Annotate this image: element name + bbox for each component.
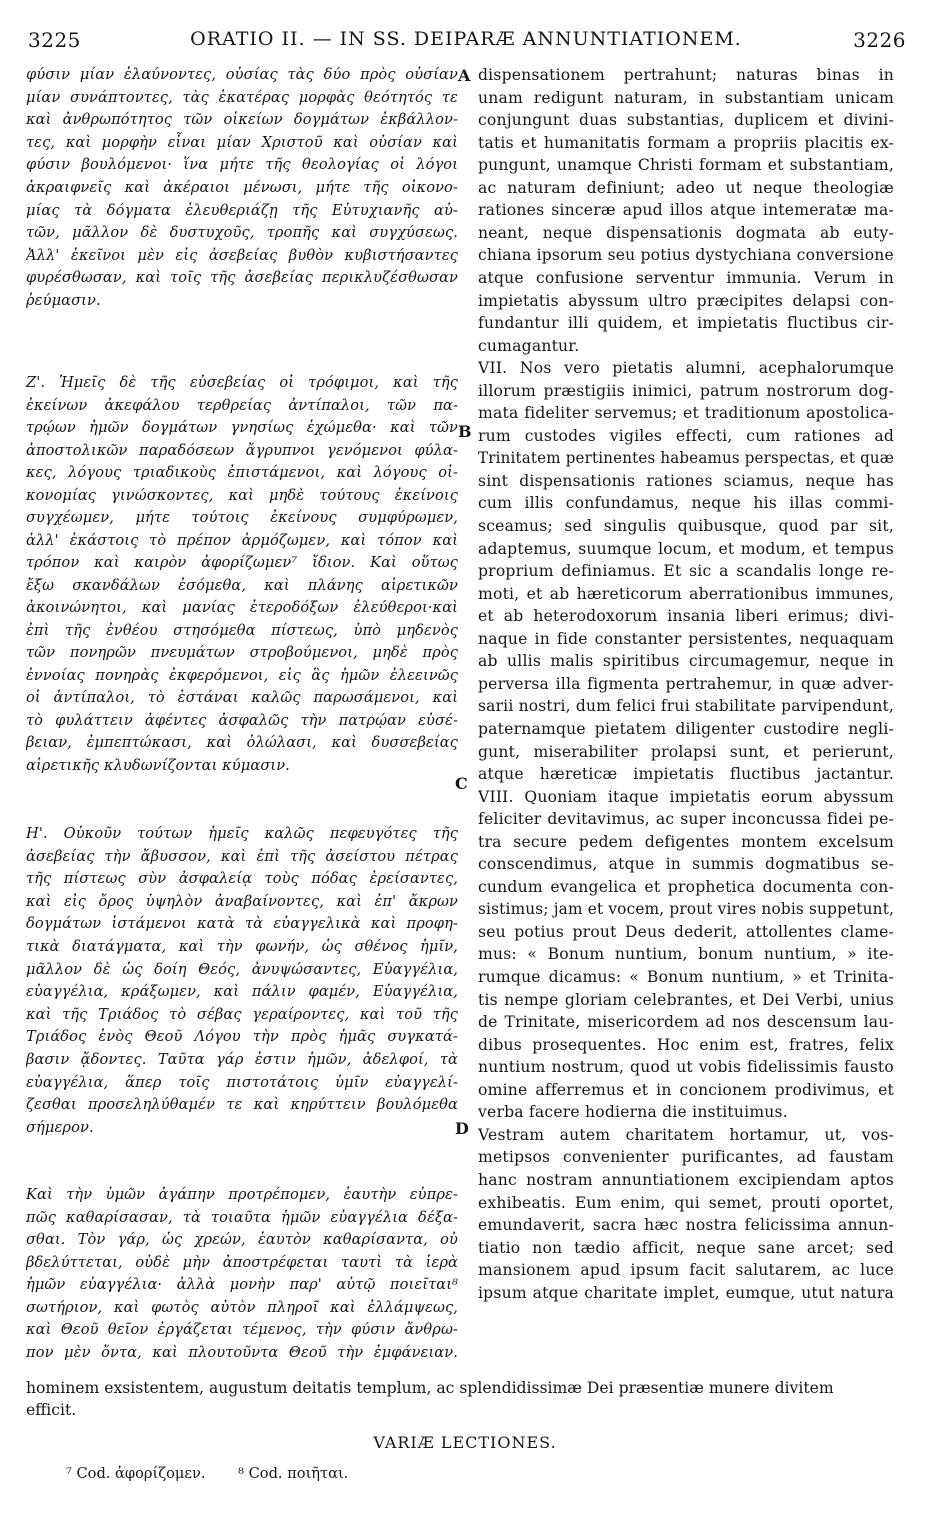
latin-line: cum illis confundamus, neque his illas commi-: [478, 494, 894, 513]
latin-line: perversa illa figmenta pertrahemur, in quæ adver-: [478, 674, 894, 693]
greek-line: ἐπὶ τῆς ἐνθέου στησόμεθα πίστεως, ὑπὸ μηδενὸς: [26, 621, 458, 639]
greek-line: καὶ εἰς ὄρος ὑψηλὸν ἀναβαίνοντες, καὶ ἐπ' ἄκρων: [26, 892, 458, 910]
latin-line: de Trinitate, misericordem ad nos descensum lau-: [478, 1013, 894, 1032]
latin-line: metipsos convenienter purificantes, ad faustam: [478, 1148, 894, 1167]
latin-line: proprium definiamus. Et sic a scandalis longe re-: [478, 562, 894, 581]
greek-line: κες, λόγους τριαδικοὺς ἐπιστάμενοι, καὶ λόγους οἰ-: [26, 464, 458, 481]
greek-line: σωτήριον, καὶ φωτὸς αὐτὸν πληροῖ καὶ ἐλλάμψεως,: [26, 1298, 458, 1316]
latin-line: tiatio non tædio afficit, neque sane arcet; sed: [478, 1238, 894, 1257]
latin-line: neant, neque dispensationis dogmata ab euty-: [478, 223, 894, 242]
page-number-left: 3225: [28, 28, 81, 52]
greek-line: ἐκείνων ἀκεφάλου τερθρείας ἀντίπαλοι, τῶν πα-: [26, 396, 458, 414]
greek-line: ἀκραιφνεῖς καὶ ἀκέραιοι μένωσι, μήτε τῆς οἰκονο-: [26, 179, 458, 196]
latin-line: tis nempe gloriam celebrantes, et Dei Verbi, unius: [478, 990, 894, 1009]
greek-line: οἱ ἀντίπαλοι, τὸ ἑστάναι καλῶς παρωσάμενοι, καὶ: [26, 689, 458, 706]
greek-line: τες, καὶ μορφὴν εἶναι μίαν Χριστοῦ καὶ οὐσίαν καὶ: [26, 133, 458, 151]
latin-line: Trinitatem pertinentes habeamus perspectas, et quæ: [478, 449, 894, 468]
latin-line: ab ullis malis spiritibus circumagemur, neque in: [478, 652, 894, 671]
greek-line: ζεσθαι προσεληλύθαμέν τε καὶ κηρύττειν βουλόμεθα: [26, 1096, 458, 1114]
greek-line: μᾶλλον δὲ ὡς δοίη Θεός, ἀνυψώσαντες, Εὐαγγέλια,: [26, 960, 458, 978]
latin-line: seu potius prout Deus dederit, attollentes clame-: [478, 922, 894, 941]
latin-line: conscendimus, atque in summis dogmatibus se-: [478, 855, 894, 874]
greek-line: πον μὲν ὄντα, καὶ πλουτοῦντα Θεοῦ τὴν ἐμφάνειαν.: [26, 1343, 458, 1361]
full-width-line: hominem exsistentem, augustum deitatis templum, ac splendidissimæ Dei præsentiæ munere divitem: [26, 1379, 834, 1397]
running-title: ORATIO II. — IN SS. DEIPARÆ ANNUNTIATIONEM.: [190, 28, 742, 50]
greek-line: τικὰ διατάγματα, καὶ τὴν φωνήν, ὡς σθένος ἡμῖν,: [26, 938, 458, 955]
greek-line: ἀκοινώνητοι, καὶ μανίας ἑτεροδόξων ἐλεύθεροι·καὶ: [26, 599, 458, 616]
latin-line: sint dispensationis rationes sciamus, neque has: [478, 471, 894, 490]
latin-line: feliciter devitavimus, ac super inconcussa fidei pe-: [478, 810, 894, 829]
footnote-7: ⁷ Cod. ἀφορίζομεν.: [66, 1465, 206, 1482]
greek-line: φύσιν μίαν ἐλαύνοντες, οὐσίας τὰς δύο πρὸς οὐσίαν: [26, 66, 458, 83]
latin-line: tatis et humanitatis formam a propriis placitis ex-: [478, 133, 894, 152]
greek-line: εὐαγγέλια, κράξωμεν, καὶ πάλιν φαμέν, Εὐαγγέλια,: [26, 983, 458, 1001]
greek-line: σθαι. Τὸν γάρ, ὡς χρεών, ἑαυτὸν καθαρίσαντα, οὐ: [26, 1231, 458, 1248]
greek-line: καὶ ἀνθρωπότητος τῶν οἰκείων δογμάτων ἐκβάλλον-: [26, 111, 458, 129]
footnotes: [66, 1465, 376, 1482]
variae-lectiones-heading: VARIÆ LECTIONES.: [373, 1433, 557, 1452]
latin-line: dispensationem pertrahunt; naturas binas in: [478, 66, 894, 84]
latin-line: mata fideliter servemus; et traditionum apostolica-: [478, 404, 894, 423]
greek-line: ῥεύμασιν.: [26, 292, 101, 309]
latin-line: rationes sinceræ apud illos atque intemeratæ ma-: [478, 201, 894, 220]
latin-line: sistimus; jam et vocem, prout vires nobis suppetunt,: [478, 900, 894, 919]
greek-line: βασιν ᾄδοντες. Ταῦτα γάρ ἐστιν ἡμῶν, ἀδελφοί, τὰ: [26, 1051, 458, 1068]
greek-line: ἡμῶν εὐαγγέλια· ἀλλὰ μονὴν παρ' αὐτῷ ποιεῖται⁸: [26, 1276, 458, 1293]
greek-line: ἐννοίας πονηρὰς ἐκφερόμενοι, εἰς ἃς ἡμῶν ἐλεεινῶς: [26, 666, 458, 684]
latin-line: moti, et ab hæreticorum aberrationibus immunes,: [478, 584, 894, 603]
latin-line: mus: « Bonum nuntium, bonum nuntium, » ite-: [478, 945, 894, 964]
greek-line: Ζ'. Ἡμεῖς δὲ τῆς εὐσεβείας οἱ τρόφιμοι, καὶ τῆς: [26, 374, 458, 391]
latin-line: ipsum atque charitate implet, eumque, utut natura: [478, 1283, 894, 1302]
greek-line: καὶ τῆς Τριάδος τὸ σέβας γεραίροντες, καὶ τοῦ τῆς: [26, 1005, 458, 1023]
page-number-right: 3226: [853, 28, 906, 52]
greek-line: τρόπον καὶ καιρὸν ἀφορίζωμεν⁷ ἴδιον. Καὶ οὕτως: [26, 554, 458, 571]
latin-line: naque in fide constanter persistentes, nequaquam: [478, 629, 894, 648]
greek-line: μίας τὰ δόγματα ἐλευθεριάζῃ τῆς Εὐτυχιανῆς αὐ-: [26, 201, 458, 219]
greek-line: τῆς πίστεως σὺν ἀσφαλείᾳ τοὺς πόδας ἐρείσαντες,: [26, 870, 458, 888]
latin-line: atque hæreticæ impietatis fluctibus jactantur.: [478, 765, 894, 784]
latin-line: hanc nostram annuntiationem excipiendam aptos: [478, 1170, 894, 1189]
footnote-8: ⁸ Cod. ποιῆται.: [238, 1465, 349, 1482]
greek-line: ἀποστολικῶν παραδόσεων ἄγρυπνοι γενόμενοι φύλα-: [26, 441, 458, 459]
latin-line: illorum præstigiis inimici, patrum nostrorum dog-: [478, 381, 894, 400]
page-header: [22, 28, 910, 56]
latin-line: cumagantur.: [478, 336, 580, 355]
latin-line: VII. Nos vero pietatis alumni, acephalorumque: [478, 359, 894, 378]
latin-line: tra secure pedem defigentes montem excelsum: [478, 832, 894, 851]
latin-line: omine afferremus et in concionem prodivimus, et: [478, 1080, 894, 1099]
greek-line: Ἀλλ' ἐκεῖνοι μὲν εἰς ἀσεβείας βυθὸν κυβιστήσαντες: [26, 246, 458, 264]
greek-line: πῶς καθαρίσασαν, τὰ τοιαῦτα ἡμῶν εὐαγγέλια δέξα-: [26, 1208, 458, 1226]
latin-line: paternamque pietatem diligenter custodire negli-: [478, 719, 894, 738]
latin-line: pungunt, unamque Christi formam et substantiam,: [478, 156, 894, 175]
latin-line: rum custodes vigiles effecti, cum rationes ad: [478, 426, 894, 445]
greek-line: βειαν, ἐμπεπτώκασι, καὶ ὀλώλασι, καὶ δυσσεβείας: [26, 734, 458, 751]
latin-line: VIII. Quoniam itaque impietatis eorum abyssum: [478, 787, 894, 806]
latin-line: mansionem apud ipsum facit salutarem, ac luce: [478, 1261, 894, 1280]
latin-line: unam redigunt naturam, in substantiam unicam: [478, 88, 894, 107]
greek-line: ἔξω σκανδάλων ἐσόμεθα, καὶ πλάνης αἱρετικῶν: [26, 576, 458, 594]
greek-line: δογμάτων ἱστάμενοι κατὰ τὰ εὐαγγελικὰ καὶ προφη-: [26, 915, 458, 933]
greek-line: τῶν πονηρῶν πνευμάτων στροβούμενοι, μηδὲ πρὸς: [26, 644, 458, 661]
latin-line: exhibeatis. Eum enim, qui semet, prouti oportet,: [478, 1193, 894, 1212]
greek-line: καὶ Θεοῦ θεῖον ἐργάζεται τέμενος, τὴν φύσιν ἄνθρω-: [26, 1321, 458, 1338]
greek-line: ἀσεβείας τὴν ἄβυσσον, καὶ ἐπὶ τῆς ἀσείστου πέτρας: [26, 847, 458, 865]
margin-letter-b: B: [458, 422, 472, 441]
latin-line: adaptemus, suumque locum, et modum, et tempus: [478, 539, 894, 558]
latin-line: gunt, miserabiliter prolapsi sunt, et perierunt,: [478, 742, 894, 761]
latin-line: cundum evangelica et prophetica documenta con-: [478, 877, 894, 896]
latin-line: rumque dicamus: « Bonum nuntium, » et Trinita-: [478, 968, 894, 986]
greek-line: κονομίας γινώσκοντες, καὶ μηδὲ τούτους ἐκείνοις: [26, 486, 458, 504]
latin-line: ac naturam definiunt; adeo ut neque theologiæ: [478, 178, 894, 197]
latin-line: sarii nostri, dum felici frui stabilitate parvipendunt,: [478, 697, 894, 716]
latin-line: chiana ipsorum seu potius dystychiana conversione: [478, 246, 894, 265]
latin-line: sceamus; sed singulis quibusque, quod par sit,: [478, 517, 894, 535]
latin-line: fundantur illi quidem, et impietatis fluctibus cir-: [478, 314, 894, 333]
greek-line: σήμερον.: [26, 1118, 94, 1136]
greek-line: Η'. Οὐκοῦν τούτων ἡμεῖς καλῶς πεφευγότες τῆς: [26, 825, 458, 842]
greek-line: τρῴων ἡμῶν δογμάτων γνησίως ἐχώμεθα· καὶ τῶν: [26, 419, 458, 436]
latin-line: conjungunt duas substantias, duplicem et divini-: [478, 111, 894, 130]
greek-line: μίαν συνάπτοντες, τὰς ἑκατέρας μορφὰς θεότητός τε: [26, 88, 458, 106]
latin-line: Vestram autem charitatem hortamur, ut, vos-: [478, 1125, 894, 1144]
margin-letter-a: A: [458, 66, 471, 85]
greek-line: αἱρετικῆς κλυδωνίζονται κύμασιν.: [26, 756, 290, 774]
full-width-line: efficit.: [26, 1401, 77, 1419]
greek-line: βδελύττεται, οὐδὲ μὴν ἀποστρέφεται ταυτὶ τὰ ἱερὰ: [26, 1253, 458, 1271]
greek-line: ἀλλ' ἑκάστοις τὸ πρέπον ἁρμόζωμεν, καὶ τόπον καὶ: [26, 531, 458, 549]
latin-line: nuntium nostrum, quod ut vobis fidelissimis fausto: [478, 1058, 894, 1077]
greek-line: τῶν, μᾶλλον δὲ δυστυχοῦς, τροπῆς καὶ συγχύσεως.: [26, 224, 458, 242]
greek-line: Καὶ τὴν ὑμῶν ἀγάπην προτρέπομεν, ἑαυτὴν εὐπρε-: [26, 1186, 458, 1203]
latin-line: atque confusione serventur immunia. Verum in: [478, 268, 894, 287]
greek-line: εὐαγγέλια, ἅπερ τοῖς πιστοτάτοις ὑμῖν εὐαγγελί-: [26, 1073, 458, 1091]
greek-line: τὸ φυλάττειν ἀφέντες ἀσφαλῶς τὴν πατρῴαν εὐσέ-: [26, 711, 458, 729]
latin-line: emundaverit, sacra hæc nostra felicissima annun-: [478, 1216, 894, 1235]
latin-line: dibus prosequentes. Hoc enim est, fratres, felix: [478, 1035, 894, 1054]
margin-letter-c: C: [455, 774, 468, 793]
latin-line: verba facere hodierna die instituimus.: [478, 1103, 788, 1122]
greek-line: Τριάδος ἑνὸς Θεοῦ Λόγου τὴν πρὸς ἡμᾶς συγκατά-: [26, 1028, 458, 1046]
latin-line: et ab heterodoxorum insania liberi erimus; divi-: [478, 607, 894, 626]
greek-line: συγχέωμεν, μήτε τούτοις ἐκείνους συμφύρωμεν,: [26, 509, 458, 526]
latin-line: impietatis abyssum ultro præcipites delapsi con-: [478, 291, 894, 310]
margin-letter-d: D: [455, 1119, 469, 1138]
greek-line: φυρέσθωσαν, καὶ τοῖς τῆς ἀσεβείας περικλυζέσθωσαν: [26, 269, 458, 287]
greek-line: φύσιν βουλόμενοι· ἵνα μήτε τῆς θεολογίας οἱ λόγοι: [26, 156, 458, 174]
